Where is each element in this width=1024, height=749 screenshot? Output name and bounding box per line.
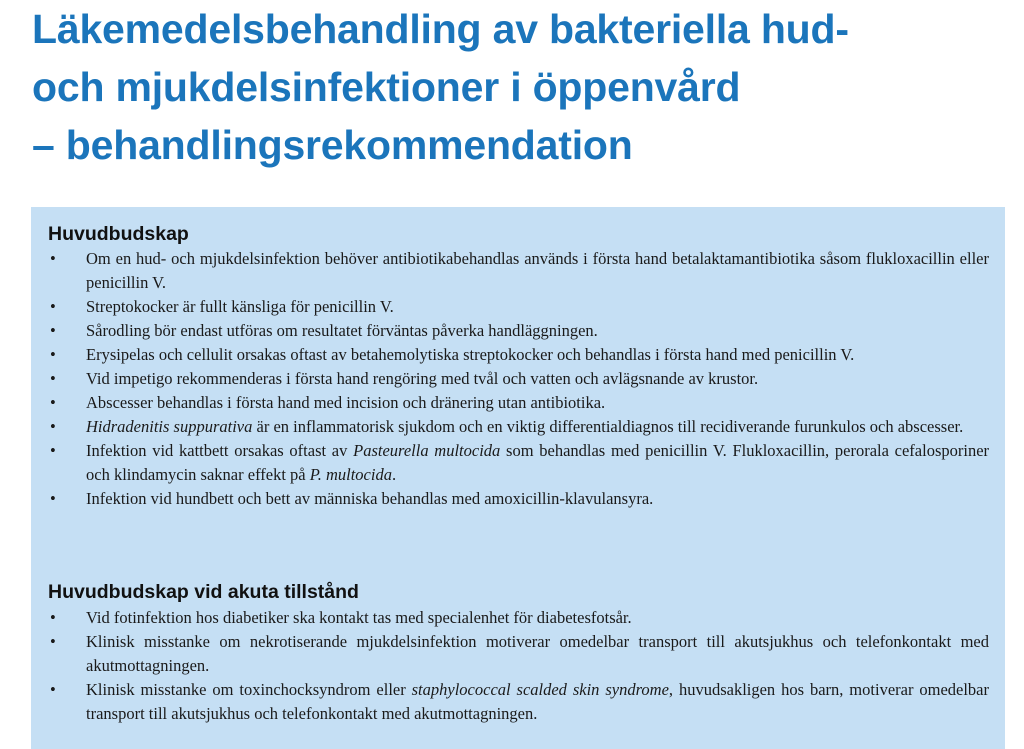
list-item (31, 295, 1005, 319)
list-item-text: Sårodling bör endast utföras om resultatet förväntas påverka handläggningen. (86, 321, 598, 340)
bullet-icon: • (50, 417, 56, 436)
bullet-icon: • (50, 680, 56, 699)
list-item (31, 367, 1005, 391)
list-item (31, 247, 1005, 295)
list-item (31, 319, 1005, 343)
list-item-text: Vid fotinfektion hos diabetiker ska kontakt tas med specialenhet för diabetesfotsår. (86, 608, 632, 627)
list-item (31, 391, 1005, 415)
list-item-text: Abscesser behandlas i första hand med incision och dränering utan antibiotika. (86, 393, 606, 412)
title-line-3: – behandlingsrekommendation (32, 122, 633, 168)
bullet-icon: • (50, 345, 56, 364)
key-messages-box (31, 207, 1005, 749)
list-item (31, 678, 1005, 726)
title-line-1: Läkemedelsbehandling av bakteriella hud- (32, 6, 849, 52)
list-item (31, 439, 1005, 487)
section-heading-acute-conditions: Huvudbudskap vid akuta tillstånd (48, 581, 359, 603)
italic-term: Hidradenitis suppurativa (86, 417, 253, 436)
list-item-text: Vid impetigo rekommenderas i första hand rengöring med tvål och vatten och avlägsnande av krustor. (86, 369, 759, 388)
list-item-text: Infektion vid kattbett orsakas oftast av (86, 441, 354, 460)
bullet-icon: • (50, 297, 56, 316)
list-item (31, 606, 1005, 630)
section-heading-key-messages: Huvudbudskap (48, 223, 189, 245)
list-item-text: är en inflammatorisk sjukdom och en viktig differentialdiagnos till recidiverande furunkulos och abscesser. (252, 417, 964, 436)
list-item-text: Klinisk misstanke om nekrotiserande mjukdelsinfektion motiverar omedelbar transport till akutsjukhus och telefonkontakt med akutmottagningen. (86, 632, 989, 675)
bullet-icon: • (50, 393, 56, 412)
bullet-icon: • (50, 249, 56, 268)
bullet-icon: • (50, 632, 56, 651)
list-item-text: Streptokocker är fullt känsliga för penicillin V. (86, 297, 394, 316)
italic-term: staphylococcal scalded skin syndrome (411, 680, 669, 699)
italic-term: Pasteurella multocida (353, 441, 501, 460)
list-item-text: som behandlas med penicillin V. Flukloxacillin, perorala cefalosporiner och klindamycin saknar effekt på (86, 441, 990, 484)
title-line-2: och mjukdelsinfektioner i öppenvård (32, 64, 741, 110)
list-item (31, 487, 1005, 511)
bullet-icon: • (50, 489, 56, 508)
list-item-text: Infektion vid hundbett och bett av människa behandlas med amoxicillin-klavulansyra. (86, 489, 654, 508)
bullet-icon: • (50, 369, 56, 388)
bullet-icon: • (50, 608, 56, 627)
list-item-text: , huvudsakligen hos barn, motiverar omedelbar transport till akutsjukhus och telefonkontakt med akutmottagningen. (86, 680, 990, 723)
acute-conditions-list (31, 606, 1005, 726)
bullet-icon: • (50, 321, 56, 340)
bullet-icon: • (50, 441, 56, 460)
list-item (31, 630, 1005, 678)
list-item-text: Om en hud- och mjukdelsinfektion behöver antibiotikabehandlas används i första hand betalaktamantibiotika såsom flukloxacillin eller penicillin V. (86, 249, 989, 292)
list-item-text: . (391, 465, 397, 484)
list-item-text: Erysipelas och cellulit orsakas oftast av betahemolytiska streptokocker och behandlas i första hand med penicillin V. (86, 345, 855, 364)
page-title (32, 0, 1002, 174)
italic-term: P. multocida (309, 465, 392, 484)
list-item-text: Klinisk misstanke om toxinchocksyndrom eller (86, 680, 412, 699)
list-item (31, 343, 1005, 367)
list-item (31, 415, 1005, 439)
key-messages-list (31, 247, 1005, 511)
